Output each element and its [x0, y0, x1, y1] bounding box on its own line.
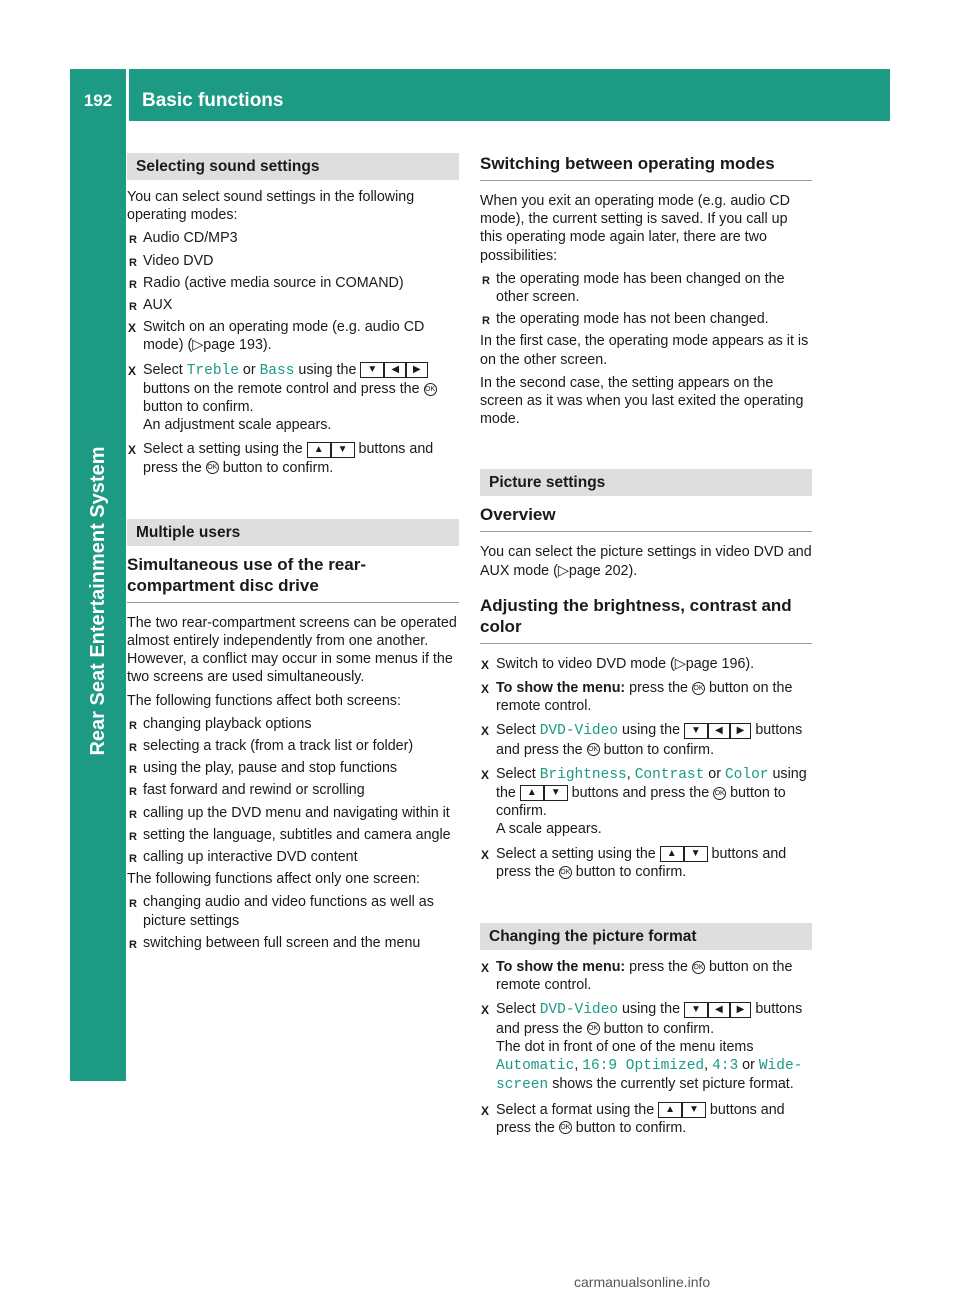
paragraph: In the first case, the operating mode appears as it is on the other screen.: [480, 333, 809, 368]
step-text: ,: [626, 765, 635, 782]
step: [480, 765, 812, 839]
step-text: Select a format using the: [496, 1101, 659, 1118]
right-column: [480, 153, 812, 1143]
step-text: button to confirm.: [571, 1119, 687, 1136]
step-label: To show the menu:: [496, 680, 626, 697]
list-item: R AUX: [127, 296, 459, 314]
ok-button-icon: OK: [713, 787, 726, 800]
step: [480, 1000, 812, 1094]
section-heading: Simultaneous use of the rear-compartment disc drive: [127, 554, 459, 603]
step-text: Select: [496, 1001, 540, 1018]
step: [127, 318, 459, 354]
step: [127, 440, 459, 476]
step-label: To show the menu:: [496, 959, 626, 976]
ok-button-icon: OK: [424, 383, 437, 396]
ok-button-icon: OK: [206, 461, 219, 474]
step: [480, 1101, 812, 1137]
step-text: or: [738, 1057, 759, 1074]
paragraph: The two rear-compartment screens can be operated almost entirely independently from one another. However, a conflict may occur in some menus if the two screens are used simultaneously.: [127, 614, 457, 686]
list-item: R changing playback options: [127, 715, 459, 733]
step-text: ,: [574, 1057, 583, 1074]
list-item: R Audio CD/MP3: [127, 229, 459, 247]
left-column: [127, 153, 459, 956]
step-text: button to confirm.: [143, 399, 254, 416]
step-text: Select: [496, 765, 540, 782]
header-divider: [126, 69, 129, 121]
section-heading: Adjusting the brightness, contrast and color: [480, 595, 812, 644]
list-item: R fast forward and rewind or scrolling: [127, 781, 459, 799]
menu-item-treble: Treble: [186, 362, 239, 379]
up-key-icon: ▲: [520, 785, 544, 801]
step-text: buttons and press the: [143, 441, 434, 476]
section-bar-sound: Selecting sound settings: [127, 153, 459, 180]
step-text: ).: [745, 655, 755, 672]
section-bar-picture: Picture settings: [480, 469, 812, 496]
list-item: R changing audio and video functions as well as picture settings: [127, 893, 459, 929]
ok-button-icon: OK: [692, 682, 705, 695]
menu-item-color: Color: [724, 766, 769, 783]
left-key-icon: ◀: [708, 723, 730, 739]
list-item: R calling up the DVD menu and navigating within it: [127, 804, 459, 822]
step-text: Select: [496, 722, 540, 739]
step-text: or: [238, 361, 260, 378]
step-text: ).: [262, 337, 272, 354]
up-key-icon: ▲: [307, 442, 331, 458]
step-text: Select a setting using the: [496, 845, 660, 862]
step-text: Switch to video DVD mode (: [496, 655, 675, 672]
text: You can select the picture settings in video DVD and AUX mode (: [480, 544, 812, 579]
step-text: button to confirm.: [599, 1020, 715, 1037]
step-text: or: [704, 765, 725, 782]
section-bar-format: Changing the picture format: [480, 923, 812, 950]
menu-item-dvd-video: DVD-Video: [539, 1002, 619, 1019]
step-text: buttons and press the: [496, 722, 803, 758]
page-number: 192: [83, 91, 113, 110]
menu-item-brightness: Brightness: [539, 766, 627, 783]
chapter-label: Rear Seat Entertainment System: [87, 446, 109, 756]
section-heading: Switching between operating modes: [480, 153, 812, 181]
list-item: R setting the language, subtitles and camera angle: [127, 826, 459, 844]
left-key-icon: ◀: [384, 362, 406, 378]
step: [480, 679, 812, 715]
step-text: button to confirm.: [218, 459, 334, 476]
down-key-icon: ▼: [684, 1002, 708, 1018]
ok-button-icon: OK: [559, 1121, 572, 1134]
step: [480, 845, 812, 881]
page-ref-link[interactable]: page 196: [685, 655, 746, 672]
section-heading: Overview: [480, 504, 812, 532]
step-text: Switch on an operating mode (e.g. audio CD mode) (: [143, 319, 425, 354]
step-text: buttons on the remote control and press the: [143, 380, 424, 397]
list-item: R calling up interactive DVD content: [127, 848, 459, 866]
page-ref-link[interactable]: page 202: [568, 562, 629, 579]
left-key-icon: ◀: [708, 1002, 730, 1018]
step-text: button to confirm.: [599, 741, 715, 758]
step-text: using the: [618, 1001, 685, 1018]
chapter-sidebar: [70, 121, 126, 1081]
step-text: shows the currently set picture format.: [548, 1076, 794, 1093]
ok-button-icon: OK: [587, 743, 600, 756]
step-text: press the: [625, 680, 692, 697]
page-header: [70, 69, 890, 121]
down-key-icon: ▼: [684, 846, 708, 862]
step: [480, 655, 812, 673]
step-text: buttons and press the: [567, 785, 714, 802]
step-text: button to confirm.: [571, 863, 687, 880]
step-text: using the: [294, 361, 361, 378]
ok-button-icon: OK: [587, 1022, 600, 1035]
step-text: button to confirm.: [496, 785, 786, 820]
page-ref-icon: ▷: [557, 562, 569, 579]
menu-item-contrast: Contrast: [634, 766, 705, 783]
menu-item-4-3: 4:3: [712, 1058, 739, 1075]
page-ref-link[interactable]: page 193: [203, 337, 263, 354]
step-text: buttons and press the: [496, 845, 787, 880]
step-text: button on the remote control.: [496, 680, 793, 715]
ok-button-icon: OK: [692, 961, 705, 974]
step-text: buttons and press the: [496, 1001, 803, 1037]
step-text: Select a setting using the: [143, 441, 307, 458]
list-item: R using the play, pause and stop functions: [127, 759, 459, 777]
list-item: R Radio (active media source in COMAND): [127, 274, 459, 292]
menu-item-16-9-optimized: 16:9 Optimized: [582, 1058, 705, 1075]
paragraph: You can select sound settings in the following operating modes:: [127, 189, 415, 224]
step-text: Select: [143, 361, 187, 378]
down-key-icon: ▼: [544, 785, 568, 801]
paragraph: In the second case, the setting appears on the screen as it was when you last exited the operating mode.: [480, 374, 804, 428]
right-key-icon: ▶: [730, 1002, 752, 1018]
step: [480, 958, 812, 994]
up-key-icon: ▲: [658, 1102, 682, 1118]
step: [480, 721, 812, 758]
section-bar-users: Multiple users: [127, 519, 459, 546]
list-item: R switching between full screen and the menu: [127, 934, 459, 952]
paragraph: The following functions affect both screens:: [127, 692, 401, 709]
down-key-icon: ▼: [682, 1102, 706, 1118]
menu-item-dvd-video: DVD-Video: [539, 723, 619, 740]
paragraph: The following functions affect only one screen:: [127, 871, 420, 888]
list-item: R selecting a track (from a track list or folder): [127, 737, 459, 755]
step-result: A scale appears.: [496, 821, 602, 838]
list-item: R the operating mode has been changed on the other screen.: [480, 270, 812, 306]
watermark: carmanualsonline.info: [574, 1274, 711, 1290]
list-item: R the operating mode has not been changed.: [480, 310, 812, 328]
menu-item-bass: Bass: [259, 362, 295, 379]
text: ).: [628, 562, 638, 579]
page-ref-icon: ▷: [192, 337, 204, 354]
ok-button-icon: OK: [559, 866, 572, 879]
step: [127, 361, 459, 435]
paragraph: [480, 543, 812, 579]
step-text: ,: [704, 1057, 713, 1074]
step-text: using the: [618, 722, 685, 739]
paragraph: When you exit an operating mode (e.g. audio CD mode), the current setting is saved. If you call up this operating mode again later, there are two possibilities:: [480, 193, 790, 264]
step-text: The dot in front of one of the menu items: [496, 1038, 754, 1055]
down-key-icon: ▼: [360, 362, 384, 378]
step-text: press the: [625, 959, 692, 976]
page-title: Basic functions: [142, 90, 284, 111]
page-ref-icon: ▷: [674, 655, 686, 672]
right-key-icon: ▶: [406, 362, 428, 378]
right-key-icon: ▶: [730, 723, 752, 739]
step-result: An adjustment scale appears.: [143, 417, 332, 434]
down-key-icon: ▼: [684, 723, 708, 739]
down-key-icon: ▼: [331, 442, 355, 458]
up-key-icon: ▲: [660, 846, 684, 862]
list-item: R Video DVD: [127, 252, 459, 270]
step-text: button on the remote control.: [496, 959, 793, 994]
menu-item-automatic: Automatic: [496, 1058, 575, 1075]
step-text: using the: [496, 765, 807, 802]
menu-item-widescreen: Wide-screen: [496, 1058, 803, 1094]
step-text: buttons and press the: [496, 1101, 785, 1136]
